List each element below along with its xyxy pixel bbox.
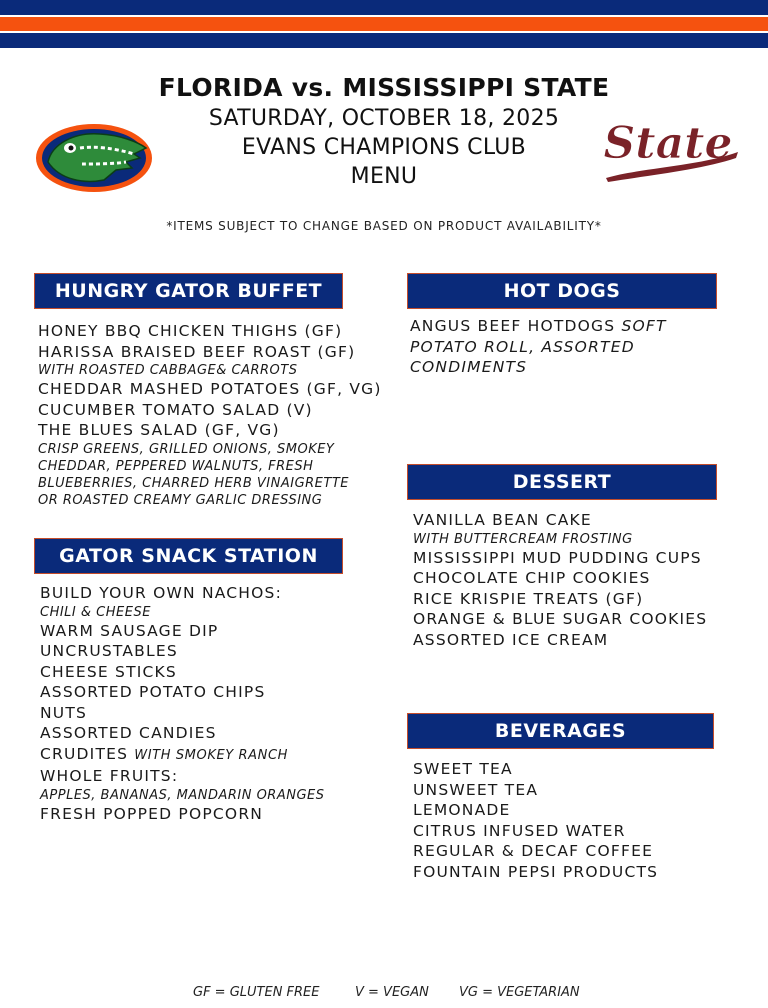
menu-item: [40, 583, 325, 604]
venue-name: EVANS CHAMPIONS CLUB: [241, 135, 527, 160]
event-date: SATURDAY, OCTOBER 18, 2025: [208, 106, 560, 131]
legend-vegetarian: VG = VEGETARIAN: [459, 985, 580, 1000]
menu-item: [40, 621, 325, 642]
menu-item-description: BLUEBERRIES, CHARRED HERB VINAIGRETTE: [38, 475, 349, 491]
menu-item-name: HARISSA BRAISED BEEF ROAST (GF): [38, 342, 356, 361]
menu-item-name: HONEY BBQ CHICKEN THIGHS (GF): [38, 322, 343, 340]
menu-item: [413, 821, 658, 842]
menu-item-description: CRISP GREENS, GRILLED ONIONS, SMOKEY: [38, 441, 335, 457]
top-stripe-orange: [0, 17, 768, 31]
menu-item-description: WITH BUTTERCREAM FROSTING: [413, 531, 633, 547]
menu-item-name: ASSORTED POTATO CHIPS: [40, 683, 266, 701]
menu-item: [40, 744, 325, 767]
menu-item: [40, 682, 325, 703]
menu-item-name: NUTS: [40, 703, 88, 722]
menu-item: [413, 568, 707, 589]
menu-item: [40, 662, 325, 683]
menu-item: [413, 589, 707, 610]
menu-item: [38, 379, 382, 400]
menu-item-name: THE BLUES SALAD (GF, VG): [38, 421, 280, 439]
hotdog-name: ANGUS BEEF HOTDOGS: [410, 317, 616, 335]
top-stripe-blue-2: [0, 33, 768, 48]
menu-item-name: CHOCOLATE CHIP COOKIES: [413, 569, 651, 587]
menu-label: MENU: [350, 164, 418, 189]
gator-logo-icon: [34, 118, 154, 194]
menu-item: [413, 862, 658, 883]
menu-item-name: UNSWEET TEA: [413, 780, 539, 799]
snack-list: [40, 583, 325, 824]
section-title-dessert: DESSERT: [407, 464, 717, 500]
menu-item: [413, 630, 707, 651]
menu-item: [413, 841, 658, 862]
menu-item: [413, 780, 658, 801]
menu-item-description: APPLES, BANANAS, MANDARIN ORANGES: [40, 787, 325, 803]
menu-item-name: SWEET TEA: [413, 760, 513, 778]
menu-item: [38, 420, 382, 441]
menu-item-description: CHEDDAR, PEPPERED WALNUTS, FRESH: [38, 458, 314, 474]
state-logo-text: State: [603, 118, 733, 169]
menu-item-description: OR ROASTED CREAMY GARLIC DRESSING: [38, 492, 323, 508]
menu-item-name: LEMONADE: [413, 801, 511, 819]
menu-item-name: CHEESE STICKS: [40, 662, 177, 681]
menu-item: [38, 400, 382, 421]
menu-item: [40, 766, 325, 787]
menu-item-name: CRUDITES: [40, 744, 129, 763]
section-title-hotdogs: HOT DOGS: [407, 273, 717, 309]
menu-item-name: ASSORTED CANDIES: [40, 724, 217, 742]
menu-item-name: BUILD YOUR OWN NACHOS:: [40, 584, 283, 602]
menu-item-name: WHOLE FRUITS:: [40, 767, 179, 785]
hotdog-description: SOFT POTATO ROLL, ASSORTED CONDIMENTS: [410, 317, 667, 376]
menu-item: [413, 609, 707, 630]
top-stripe-blue: [0, 0, 768, 15]
buffet-list: [38, 321, 382, 509]
menu-item: [40, 641, 325, 662]
menu-item-name: WARM SAUSAGE DIP: [40, 621, 219, 640]
section-title-beverages: BEVERAGES: [407, 713, 714, 749]
menu-item-name: CUCUMBER TOMATO SALAD (V): [38, 400, 313, 419]
menu-item-name: REGULAR & DECAF COFFEE: [413, 842, 654, 860]
menu-item-name: RICE KRISPIE TREATS (GF): [413, 589, 644, 608]
menu-item: [40, 703, 325, 724]
hotdog-item: [410, 316, 720, 378]
menu-item-description: WITH ROASTED CABBAGE& CARROTS: [38, 363, 298, 378]
menu-item: [38, 321, 382, 342]
menu-item-name: UNCRUSTABLES: [40, 642, 178, 660]
state-logo-icon: [600, 108, 742, 188]
menu-item: [38, 342, 382, 363]
section-title-buffet: HUNGRY GATOR BUFFET: [34, 273, 343, 309]
menu-item: [413, 510, 707, 531]
dessert-list: [413, 510, 707, 650]
menu-item-name: VANILLA BEAN CAKE: [413, 511, 592, 529]
menu-item: [40, 723, 325, 744]
legend-vegan: V = VEGAN: [355, 985, 429, 1000]
menu-item-inline-description: WITH SMOKEY RANCH: [134, 747, 289, 763]
beverages-list: [413, 759, 658, 882]
section-title-snack: GATOR SNACK STATION: [34, 538, 343, 574]
menu-item-name: CHEDDAR MASHED POTATOES (GF, VG): [38, 380, 382, 398]
menu-item-name: FRESH POPPED POPCORN: [40, 804, 264, 823]
menu-item-name: ASSORTED ICE CREAM: [413, 630, 609, 649]
menu-item: [40, 804, 325, 825]
menu-item: [413, 759, 658, 780]
menu-item-name: FOUNTAIN PEPSI PRODUCTS: [413, 862, 659, 881]
legend-gluten-free: GF = GLUTEN FREE: [193, 985, 320, 1000]
menu-item: [413, 548, 707, 569]
page-title: FLORIDA vs. MISSISSIPPI STATE: [158, 73, 610, 102]
menu-item-description: CHILI & CHEESE: [40, 604, 151, 620]
availability-note: *ITEMS SUBJECT TO CHANGE BASED ON PRODUCT AVAILABILITY*: [166, 219, 602, 233]
menu-item-name: MISSISSIPPI MUD PUDDING CUPS: [413, 548, 702, 567]
menu-item-name: ORANGE & BLUE SUGAR COOKIES: [413, 610, 708, 628]
menu-item: [413, 800, 658, 821]
menu-item-name: CITRUS INFUSED WATER: [413, 821, 626, 840]
